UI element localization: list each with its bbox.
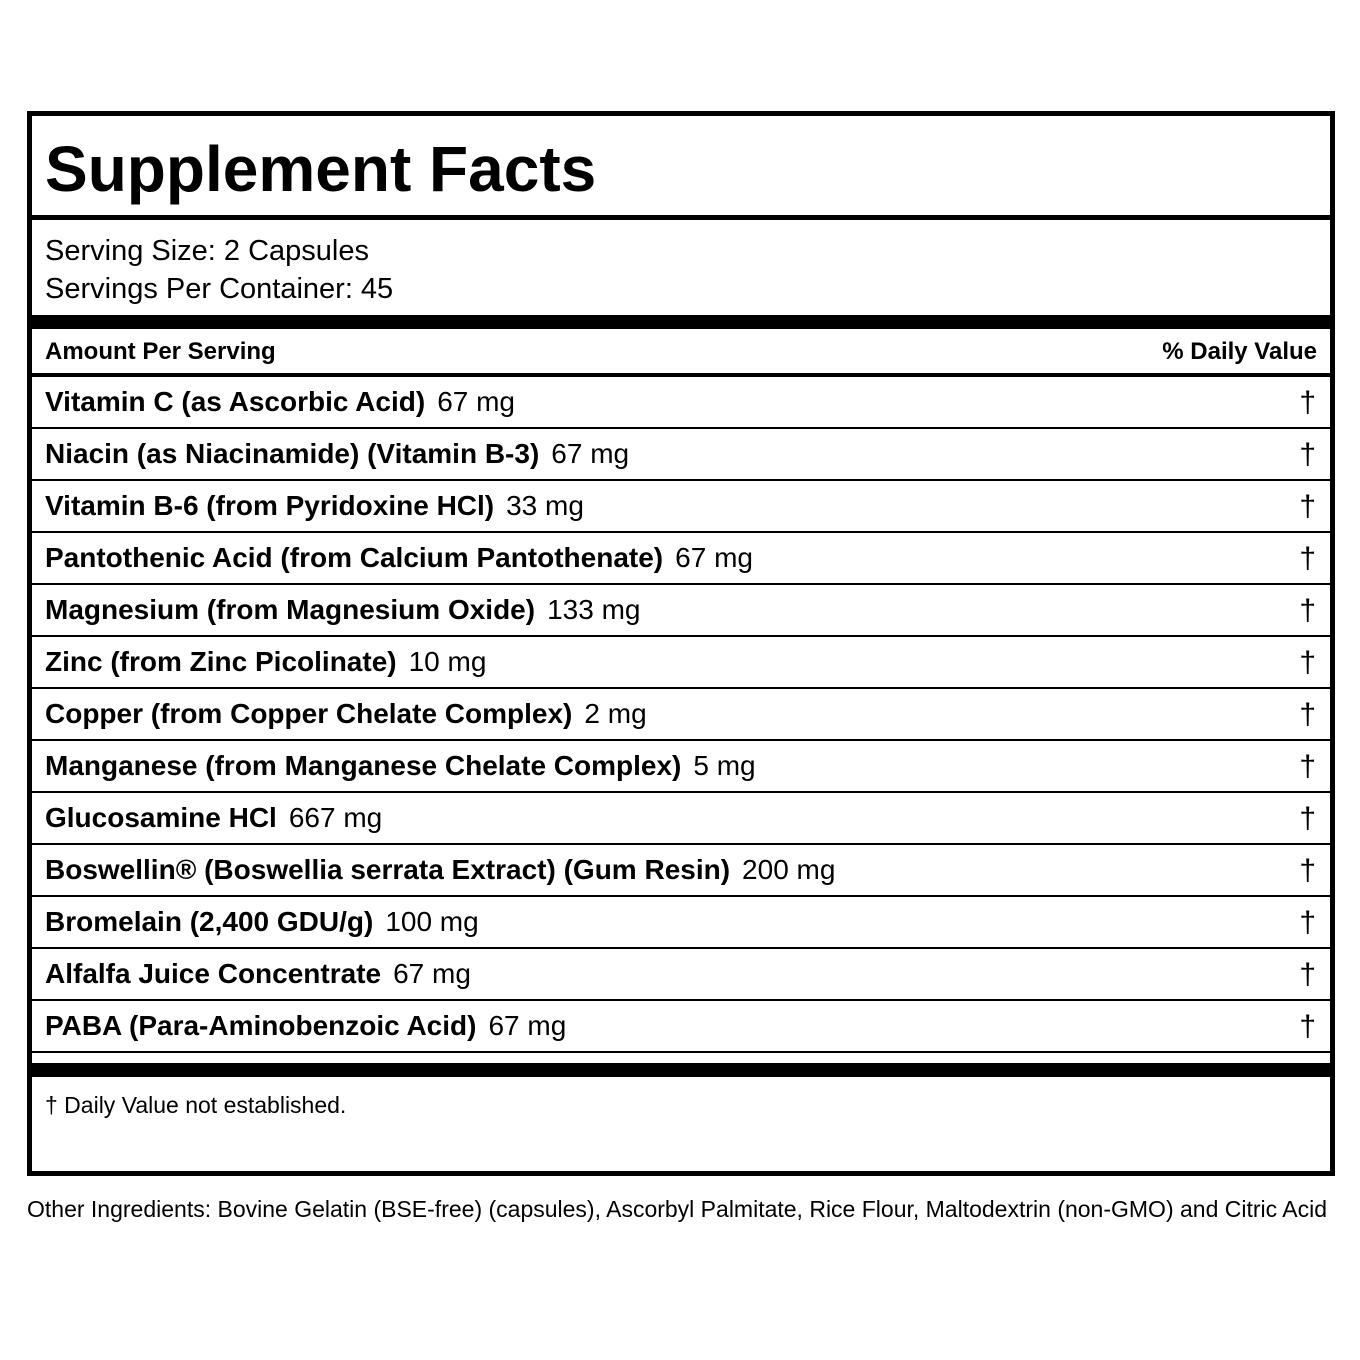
ingredient-row bbox=[32, 949, 1330, 1001]
daily-value-header: % Daily Value bbox=[1162, 338, 1317, 365]
ingredient-row bbox=[32, 845, 1330, 897]
ingredient-name: Boswellin® (Boswellia serrata Extract) (Gum Resin) bbox=[45, 854, 731, 885]
ingredient-row bbox=[32, 533, 1330, 585]
ingredient-entry bbox=[45, 853, 835, 887]
ingredient-entry bbox=[45, 749, 756, 783]
daily-value-mark: † bbox=[1299, 594, 1316, 627]
ingredient-entry bbox=[45, 385, 515, 419]
footer-divider bbox=[32, 1063, 1330, 1077]
ingredient-row bbox=[32, 897, 1330, 949]
ingredient-entry bbox=[45, 905, 479, 939]
ingredient-amount: 33 mg bbox=[506, 490, 584, 521]
other-ingredients: Other Ingredients: Bovine Gelatin (BSE-free) (capsules), Ascorbyl Palmitate, Rice Flour, Maltodextrin (non-GMO) and Citric Acid bbox=[27, 1196, 1328, 1222]
ingredient-entry bbox=[45, 801, 382, 835]
ingredient-row bbox=[32, 741, 1330, 793]
ingredient-name: Bromelain (2,400 GDU/g) bbox=[45, 906, 374, 937]
ingredient-row bbox=[32, 585, 1330, 637]
ingredient-name: Zinc (from Zinc Picolinate) bbox=[45, 646, 397, 677]
daily-value-mark: † bbox=[1299, 646, 1316, 679]
daily-value-footnote: † Daily Value not established. bbox=[45, 1092, 347, 1118]
daily-value-mark: † bbox=[1299, 906, 1316, 939]
daily-value-mark: † bbox=[1299, 1010, 1316, 1043]
ingredient-amount: 5 mg bbox=[693, 750, 756, 781]
ingredient-amount: 200 mg bbox=[742, 854, 836, 885]
ingredient-amount: 10 mg bbox=[408, 646, 487, 677]
serving-info bbox=[45, 232, 393, 308]
ingredient-name: Glucosamine HCl bbox=[45, 802, 277, 833]
supplement-facts-panel bbox=[27, 111, 1335, 1176]
daily-value-mark: † bbox=[1299, 854, 1316, 887]
ingredient-entry bbox=[45, 437, 629, 471]
daily-value-mark: † bbox=[1299, 750, 1316, 783]
ingredient-entry bbox=[45, 1009, 566, 1043]
daily-value-mark: † bbox=[1299, 542, 1316, 575]
ingredient-entry bbox=[45, 593, 640, 627]
serving-divider bbox=[32, 315, 1330, 329]
ingredient-row bbox=[32, 429, 1330, 481]
ingredient-row bbox=[32, 1001, 1330, 1053]
ingredient-amount: 67 mg bbox=[675, 542, 753, 573]
daily-value-mark: † bbox=[1299, 386, 1316, 419]
ingredient-amount: 67 mg bbox=[393, 958, 471, 989]
ingredient-name: Vitamin C (as Ascorbic Acid) bbox=[45, 386, 426, 417]
daily-value-mark: † bbox=[1299, 802, 1316, 835]
daily-value-mark: † bbox=[1299, 490, 1316, 523]
ingredient-amount: 67 mg bbox=[551, 438, 630, 469]
ingredient-amount: 667 mg bbox=[288, 802, 383, 833]
ingredient-name: Vitamin B-6 (from Pyridoxine HCl) bbox=[45, 490, 495, 521]
ingredient-entry bbox=[45, 645, 486, 679]
ingredient-name: Manganese (from Manganese Chelate Complex) bbox=[45, 750, 682, 781]
ingredient-row bbox=[32, 377, 1330, 429]
ingredient-name: Copper (from Copper Chelate Complex) bbox=[45, 698, 573, 729]
ingredient-row bbox=[32, 689, 1330, 741]
ingredient-amount: 67 mg bbox=[488, 1010, 567, 1041]
panel-title: Supplement Facts bbox=[45, 133, 597, 205]
ingredient-entry bbox=[45, 697, 647, 731]
daily-value-mark: † bbox=[1299, 698, 1316, 731]
ingredient-name: Magnesium (from Magnesium Oxide) bbox=[45, 594, 536, 625]
daily-value-mark: † bbox=[1299, 438, 1316, 471]
ingredient-amount: 67 mg bbox=[437, 386, 516, 417]
ingredient-entry bbox=[45, 957, 471, 991]
ingredient-name: PABA (Para-Aminobenzoic Acid) bbox=[45, 1010, 477, 1041]
serving-size: Serving Size: 2 Capsules bbox=[45, 235, 369, 267]
ingredient-name: Alfalfa Juice Concentrate bbox=[45, 958, 382, 989]
title-divider bbox=[32, 215, 1330, 220]
ingredient-entry bbox=[45, 489, 584, 523]
ingredient-amount: 100 mg bbox=[385, 906, 479, 937]
ingredient-row bbox=[32, 793, 1330, 845]
ingredient-name: Niacin (as Niacinamide) (Vitamin B-3) bbox=[45, 438, 540, 469]
ingredient-row bbox=[32, 481, 1330, 533]
ingredient-name: Pantothenic Acid (from Calcium Pantothenate) bbox=[45, 542, 664, 573]
ingredient-amount: 133 mg bbox=[547, 594, 641, 625]
servings-per-container: Servings Per Container: 45 bbox=[45, 273, 394, 305]
amount-per-serving-header: Amount Per Serving bbox=[45, 338, 276, 365]
ingredient-entry bbox=[45, 541, 753, 575]
daily-value-mark: † bbox=[1299, 958, 1316, 991]
ingredient-amount: 2 mg bbox=[584, 698, 647, 729]
ingredient-row bbox=[32, 637, 1330, 689]
